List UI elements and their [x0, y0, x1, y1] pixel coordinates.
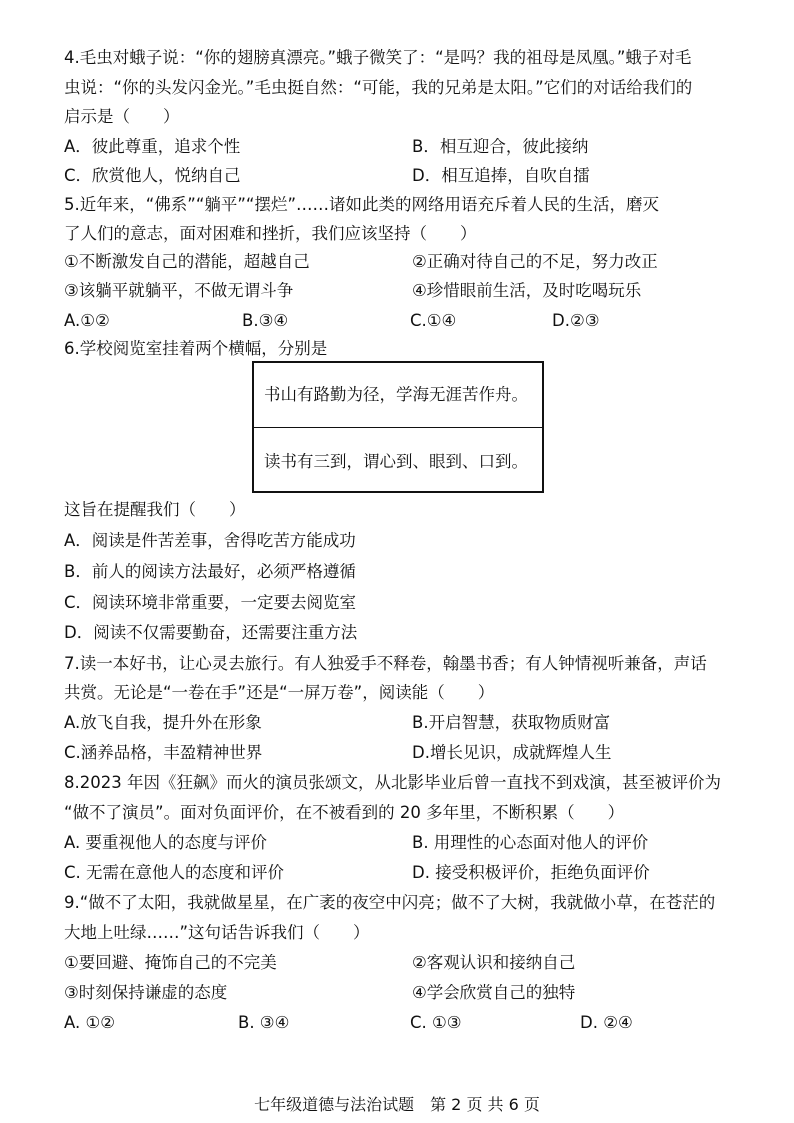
q4-option-b: B．相互迎合，彼此接纳 [412, 137, 589, 156]
q4-option-a: A．彼此尊重，追求个性 [64, 137, 241, 156]
q6-prompt: 这旨在提醒我们（ ） [64, 500, 246, 519]
q4-option-d: D．相互追捧，自吹自擂 [412, 166, 590, 185]
q7-option-b: B.开启智慧，获取物质财富 [412, 713, 611, 732]
banner-2: 读书有三到，谓心到、眼到、口到。 [264, 452, 528, 471]
q8-option-d: D. 接受积极评价，拒绝负面评价 [412, 863, 650, 882]
q5-statement-3: ③该躺平就躺平，不做无谓斗争 [64, 281, 294, 300]
q7-stem-line-2: 共赏。无论是“一卷在手”还是“一屏万卷”，阅读能（ ） [64, 683, 495, 702]
q5-stem-line-2: 了人们的意志，面对困难和挫折，我们应该坚持（ ） [64, 224, 477, 243]
q9-statement-2: ②客观认识和接纳自己 [412, 953, 576, 972]
q7-option-a: A.放飞自我，提升外在形象 [64, 713, 262, 732]
q9-option-d: D. ②④ [580, 1013, 633, 1032]
q9-stem-line-1: 9.“做不了太阳，我就做星星，在广袤的夜空中闪亮；做不了大树，我就做小草，在苍茫的 [64, 893, 716, 912]
q8-option-b: B. 用理性的心态面对他人的评价 [412, 833, 649, 852]
q6-option-c: C．阅读环境非常重要，一定要去阅览室 [64, 593, 357, 612]
q5-statement-2: ②正确对待自己的不足，努力改正 [412, 252, 658, 271]
q7-option-d: D.增长见识，成就辉煌人生 [412, 743, 612, 762]
q9-stem-line-2: 大地上吐绿……”这句话告诉我们（ ） [64, 923, 370, 942]
banner-1: 书山有路勤为径，学海无涯苦作舟。 [264, 385, 528, 404]
q4-stem-line-3: 启示是（ ） [64, 107, 180, 126]
q5-statement-1: ①不断激发自己的潜能，超越自己 [64, 252, 310, 271]
q5-stem-line-1: 5.近年来，“佛系”“躺平”“摆烂”……诸如此类的网络用语充斥着人民的生活，磨灭 [64, 195, 660, 214]
q7-stem-line-1: 7.读一本好书，让心灵去旅行。有人独爱手不释卷，翰墨书香；有人钟情视听兼备，声话 [64, 654, 707, 673]
q5-option-b: B.③④ [242, 311, 289, 330]
q4-stem-line-2: 虫说：“你的头发闪金光。”毛虫挺自然：“可能，我的兄弟是太阳。”它们的对话给我们的 [64, 78, 693, 97]
q5-option-d: D.②③ [552, 311, 600, 330]
q9-statement-3: ③时刻保持谦虚的态度 [64, 983, 228, 1002]
banner-divider [254, 427, 542, 428]
q5-statement-4: ④珍惜眼前生活，及时吃喝玩乐 [412, 281, 642, 300]
q5-option-c: C.①④ [410, 311, 457, 330]
q9-option-c: C. ①③ [410, 1013, 462, 1032]
q6-option-b: B．前人的阅读方法最好，必须严格遵循 [64, 562, 356, 581]
q9-statement-1: ①要回避、掩饰自己的不完美 [64, 953, 277, 972]
q9-statement-4: ④学会欣赏自己的独特 [412, 983, 576, 1002]
q9-option-b: B. ③④ [238, 1013, 290, 1032]
q6-option-a: A．阅读是件苦差事，舍得吃苦方能成功 [64, 531, 356, 550]
page-footer: 七年级道德与法治试题 第 2 页 共 6 页 [254, 1095, 540, 1114]
q8-option-c: C. 无需在意他人的态度和评价 [64, 863, 285, 882]
q7-option-c: C.涵养品格，丰盈精神世界 [64, 743, 263, 762]
q6-option-d: D．阅读不仅需要勤奋，还需要注重方法 [64, 623, 358, 642]
q9-option-a: A. ①② [64, 1013, 116, 1032]
q6-stem: 6.学校阅览室挂着两个横幅，分别是 [64, 339, 328, 358]
banner-box [252, 361, 544, 493]
q8-stem-line-1: 8.2023 年因《狂飙》而火的演员张颂文，从北影毕业后曾一直找不到戏演，甚至被评价为 [64, 773, 721, 792]
q5-option-a: A.①② [64, 311, 110, 330]
q8-option-a: A. 要重视他人的态度与评价 [64, 833, 267, 852]
q8-stem-line-2: “做不了演员”。面对负面评价，在不被看到的 20 多年里，不断积累（ ） [64, 803, 625, 822]
q4-option-c: C．欣赏他人，悦纳自己 [64, 166, 241, 185]
q4-stem-line-1: 4.毛虫对蛾子说：“你的翅膀真漂亮。”蛾子微笑了：“是吗？我的祖母是凤凰。”蛾子对毛 [64, 48, 692, 67]
